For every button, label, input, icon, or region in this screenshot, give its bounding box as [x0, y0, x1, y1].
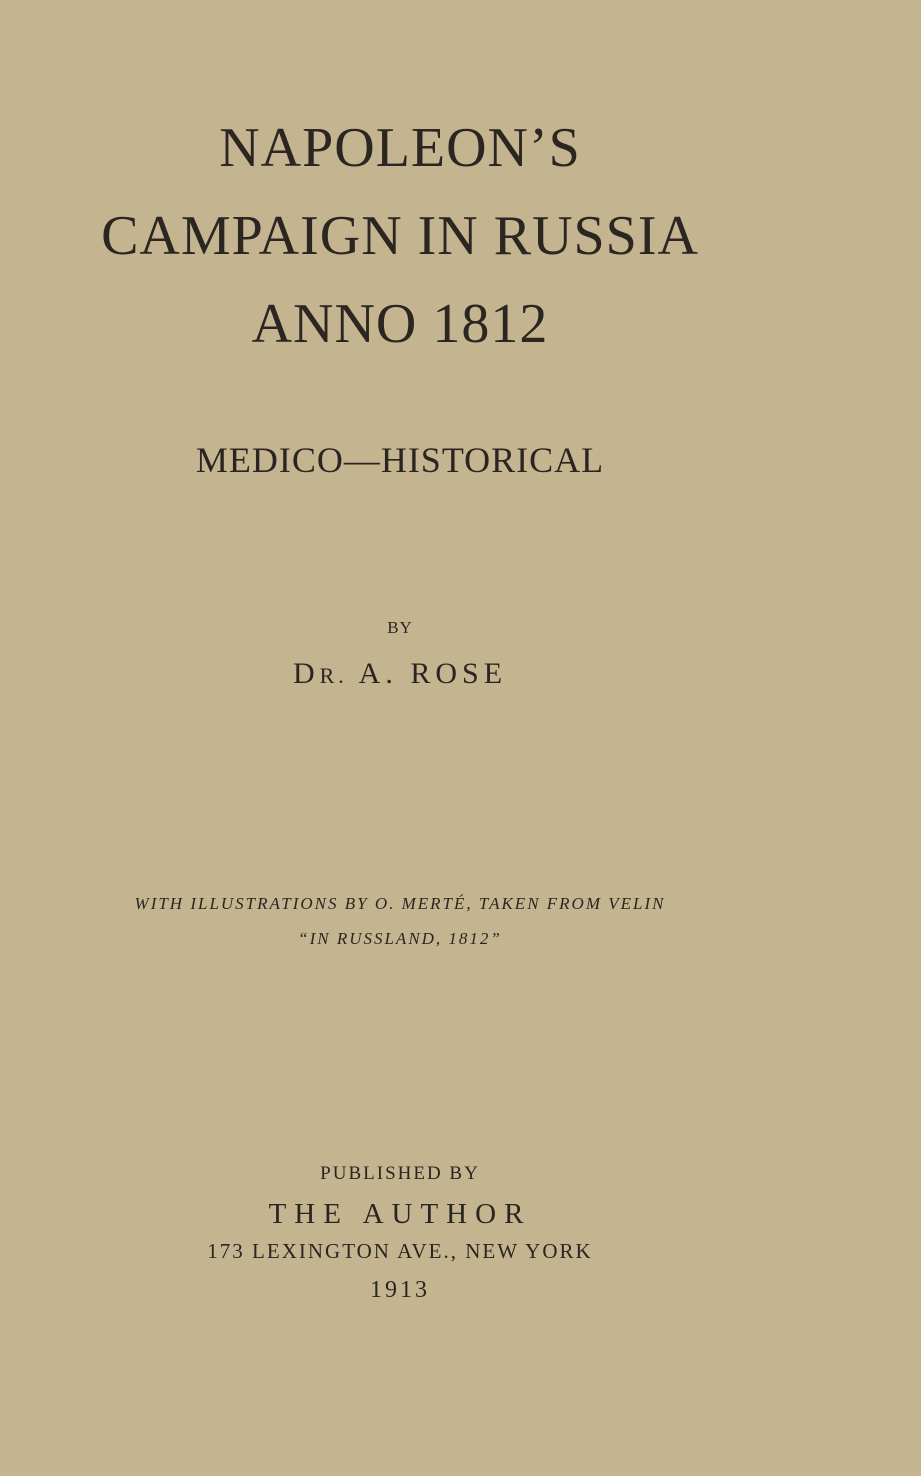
illustrations-line-2: “IN RUSSLAND, 1812”	[298, 929, 502, 948]
illustrations-line-1: WITH ILLUSTRATIONS BY O. MERTÉ, TAKEN FROM VELIN	[134, 894, 666, 913]
by-label: BY	[387, 618, 413, 637]
published-by-label: PUBLISHED BY	[320, 1163, 480, 1184]
title-line-1: NAPOLEON’S	[219, 117, 581, 179]
publisher-name: THE AUTHOR	[268, 1198, 532, 1230]
title-line-2: CAMPAIGN IN RUSSIA	[101, 205, 699, 267]
publisher-address: 173 LEXINGTON AVE., NEW YORK	[207, 1239, 593, 1263]
author-prefix-rest: R.	[319, 663, 348, 688]
subtitle: MEDICO—HISTORICAL	[195, 440, 605, 480]
author-name	[0, 656, 800, 694]
author-name-text: A. ROSE	[358, 657, 508, 690]
title-line-3: ANNO 1812	[251, 293, 549, 355]
author-prefix-initial: D	[292, 657, 320, 690]
publication-year: 1913	[370, 1277, 430, 1303]
